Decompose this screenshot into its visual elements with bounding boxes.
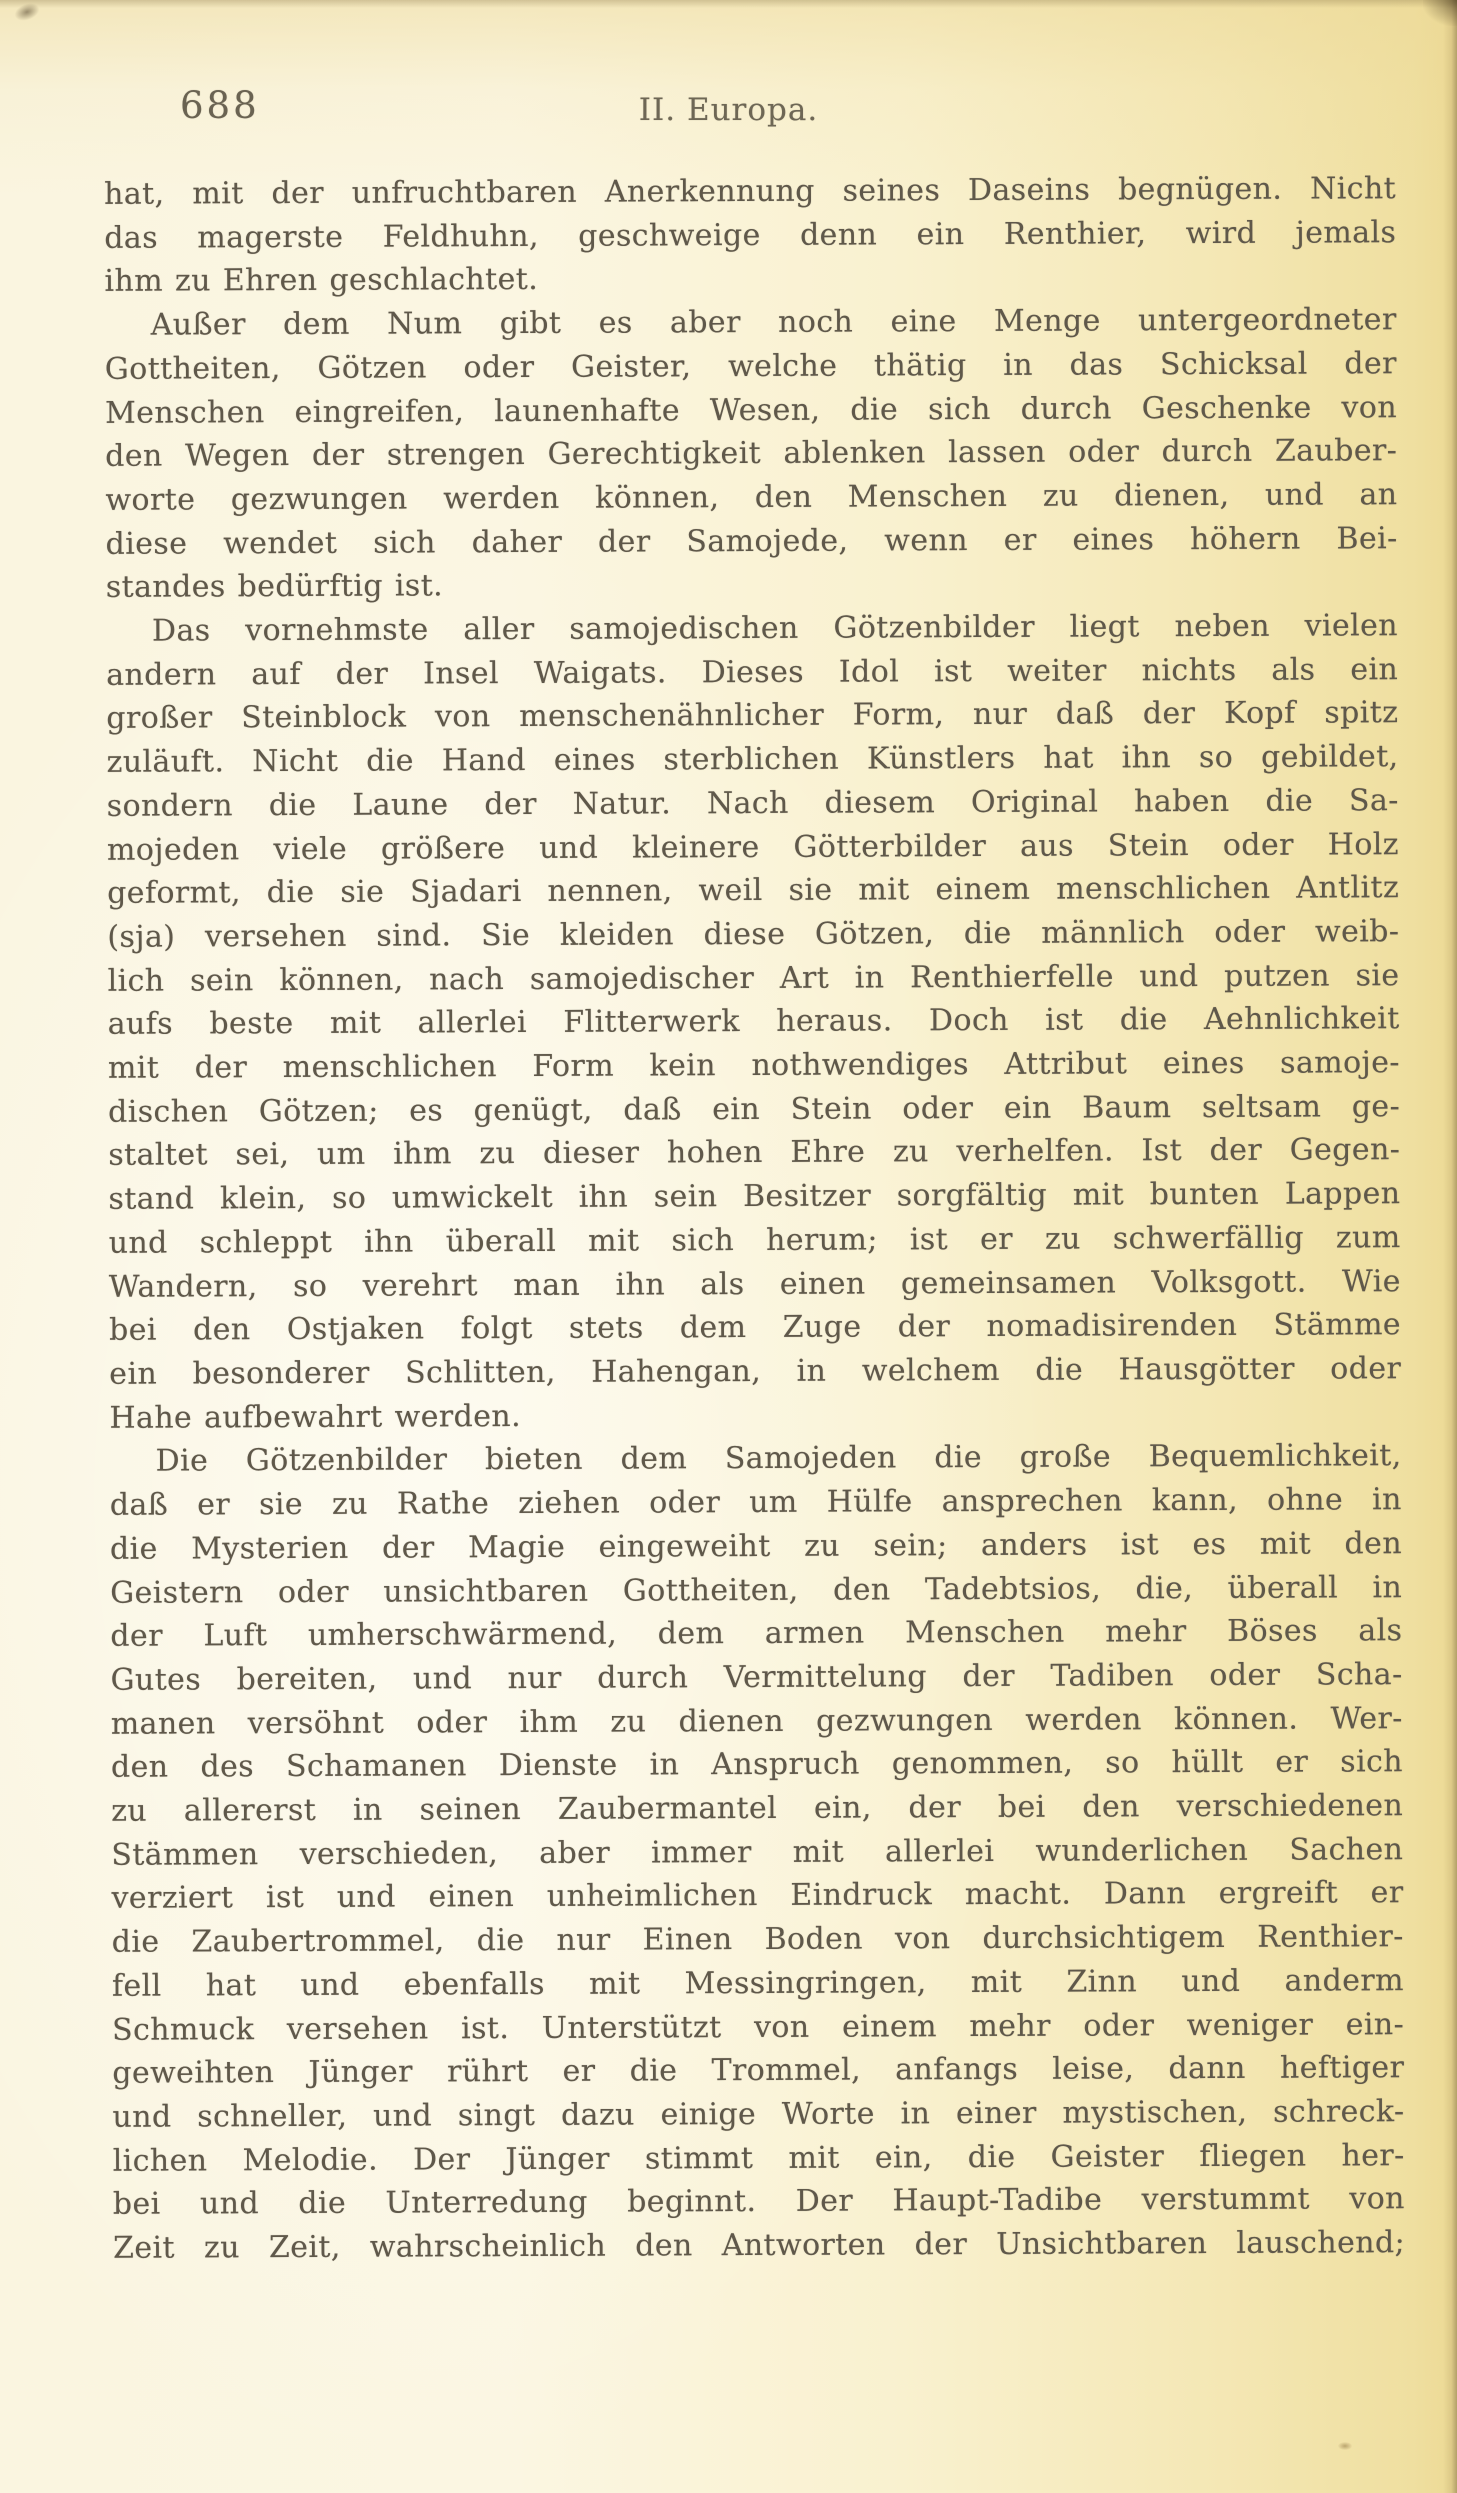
corner-smudge-top-right <box>1423 0 1457 26</box>
text-line: mit der menschlichen Form kein nothwendiges Attribut eines samoje- <box>107 1045 1400 1086</box>
text-line: fell hat und ebenfalls mit Messingringen, mit Zinn und anderm <box>111 1962 1404 2004</box>
text-line: Stämmen verschieden, aber immer mit allerlei wunderlichen Sachen <box>111 1831 1404 1873</box>
text-line: Hahe aufbewahrt werden. <box>109 1398 522 1436</box>
text-line: und schleppt ihn überall mit sich herum; ist er zu schwerfällig zum <box>108 1220 1401 1261</box>
paragraph <box>110 1435 1406 2271</box>
text-line: verziert ist und einen unheimlichen Eindruck macht. Dann ergreift er <box>111 1875 1404 1917</box>
paragraph <box>104 167 1397 304</box>
text-line: Zeit zu Zeit, wahrscheinlich den Antworten der Unsichtbaren lauschend; <box>112 2225 1406 2266</box>
text-line: Schmuck versehen ist. Unterstützt von einem mehr oder weniger ein- <box>112 2006 1405 2048</box>
text-line: standes bedürftig ist. <box>105 568 444 606</box>
text-line: zuläuft. Nicht die Hand eines sterblichen Künstlers hat ihn so gebildet, <box>106 739 1399 780</box>
text-line: den des Schamanen Dienste in Anspruch genommen, so hüllt er sich <box>110 1744 1404 1786</box>
text-line: manen versöhnt oder ihm zu dienen gezwungen werden können. Wer- <box>110 1700 1403 1742</box>
text-line: aufs beste mit allerlei Flitterwerk heraus. Doch ist die Aehnlichkeit <box>107 1001 1400 1043</box>
text-line: (sja) versehen sind. Sie kleiden diese Götzen, die männlich oder weib- <box>107 914 1400 955</box>
text-line: Das vornehmste aller samojedischen Götzenbilder liegt neben vielen <box>151 608 1399 649</box>
text-line: Außer dem Num gibt es aber noch eine Menge untergeordneter <box>150 302 1397 343</box>
text-line: ihm zu Ehren geschlachtet. <box>104 262 539 300</box>
text-line: Gutes bereiten, und nur durch Vermittelung der Tadiben oder Scha- <box>110 1657 1403 1698</box>
text-line: großer Steinblock von menschenähnlicher Form, nur daß der Kopf spitz <box>106 695 1399 737</box>
text-line: dischen Götzen; es genügt, daß ein Stein oder ein Baum seltsam ge- <box>108 1088 1401 1130</box>
text-line: die Mysterien der Magie eingeweiht zu sein; anders ist es mit den <box>109 1525 1403 1567</box>
text-line: Geistern oder unsichtbaren Gottheiten, den Tadebtsios, die, überall in <box>110 1569 1403 1611</box>
text-line: geweihten Jünger rührt er die Trommel, anfangs leise, dann heftiger <box>112 2050 1405 2092</box>
page-body <box>104 167 1405 2270</box>
page-top-edge-shadow <box>0 0 1457 8</box>
text-line: staltet sei, um ihm zu dieser hohen Ehre zu verhelfen. Ist der Gegen- <box>108 1132 1401 1174</box>
text-line: worte gezwungen werden können, den Menschen zu dienen, und an <box>105 477 1398 518</box>
paragraph <box>105 298 1398 610</box>
text-line: das magerste Feldhuhn, geschweige denn ein Renthier, wird jemals <box>104 214 1397 256</box>
text-line: daß er sie zu Rathe ziehen oder um Hülfe ansprechen kann, ohne in <box>109 1482 1402 1523</box>
text-line: Wandern, so verehrt man ihn als einen gemeinsamen Volksgott. Wie <box>108 1263 1401 1305</box>
text-line: zu allererst in seinen Zaubermantel ein, der bei den verschiedenen <box>111 1788 1404 1829</box>
running-head: II. Europa. <box>638 92 819 128</box>
text-line: die Zaubertrommel, die nur Einen Boden von durchsichtigem Renthier- <box>111 1919 1404 1960</box>
text-line: andern auf der Insel Waigats. Dieses Idol ist weiter nichts als ein <box>106 651 1399 693</box>
text-line: bei den Ostjaken folgt stets dem Zuge der nomadisirenden Stämme <box>108 1307 1402 1349</box>
text-line: lichen Melodie. Der Jünger stimmt mit ein, die Geister fliegen her- <box>112 2137 1405 2179</box>
paragraph <box>106 604 1402 1440</box>
text-line: Die Götzenbilder bieten dem Samojeden die große Bequemlichkeit, <box>155 1438 1402 1479</box>
text-line: diese wendet sich daher der Samojede, wenn er eines höhern Bei- <box>105 520 1398 562</box>
text-line: Menschen eingreifen, launenhafte Wesen, die sich durch Geschenke von <box>104 389 1398 431</box>
text-line: mojeden viele größere und kleinere Götterbilder aus Stein oder Holz <box>106 826 1400 868</box>
page-right-edge-shadow <box>1443 0 1457 2493</box>
text-line: und schneller, und singt dazu einige Worte in einer mystischen, schreck- <box>112 2094 1405 2135</box>
text-line: bei und die Unterredung beginnt. Der Haupt-Tadibe verstummt von <box>112 2181 1405 2223</box>
text-line: den Wegen der strengen Gerechtigkeit ablenken lassen oder durch Zauber- <box>105 433 1398 475</box>
text-line: Gottheiten, Götzen oder Geister, welche thätig in das Schicksal der <box>104 345 1397 387</box>
text-line: ein besonderer Schlitten, Hahengan, in welchem die Hausgötter oder <box>109 1351 1402 1392</box>
text-line: der Luft umherschwärmend, dem armen Menschen mehr Böses als <box>110 1613 1403 1655</box>
text-line: sondern die Laune der Natur. Nach diesem Original haben die Sa- <box>106 783 1399 824</box>
text-line: hat, mit der unfruchtbaren Anerkennung seines Daseins begnügen. Nicht <box>104 171 1397 212</box>
text-line: lich sein können, nach samojedischer Art in Renthierfelle und putzen sie <box>107 957 1400 999</box>
text-line: stand klein, so umwickelt ihn sein Besitzer sorgfältig mit bunten Lappen <box>108 1176 1401 1217</box>
foxing-spot <box>1338 2442 1352 2450</box>
text-line: geformt, die sie Sjadari nennen, weil sie mit einem menschlichen Antlitz <box>107 870 1400 912</box>
page-number: 688 <box>180 84 260 127</box>
